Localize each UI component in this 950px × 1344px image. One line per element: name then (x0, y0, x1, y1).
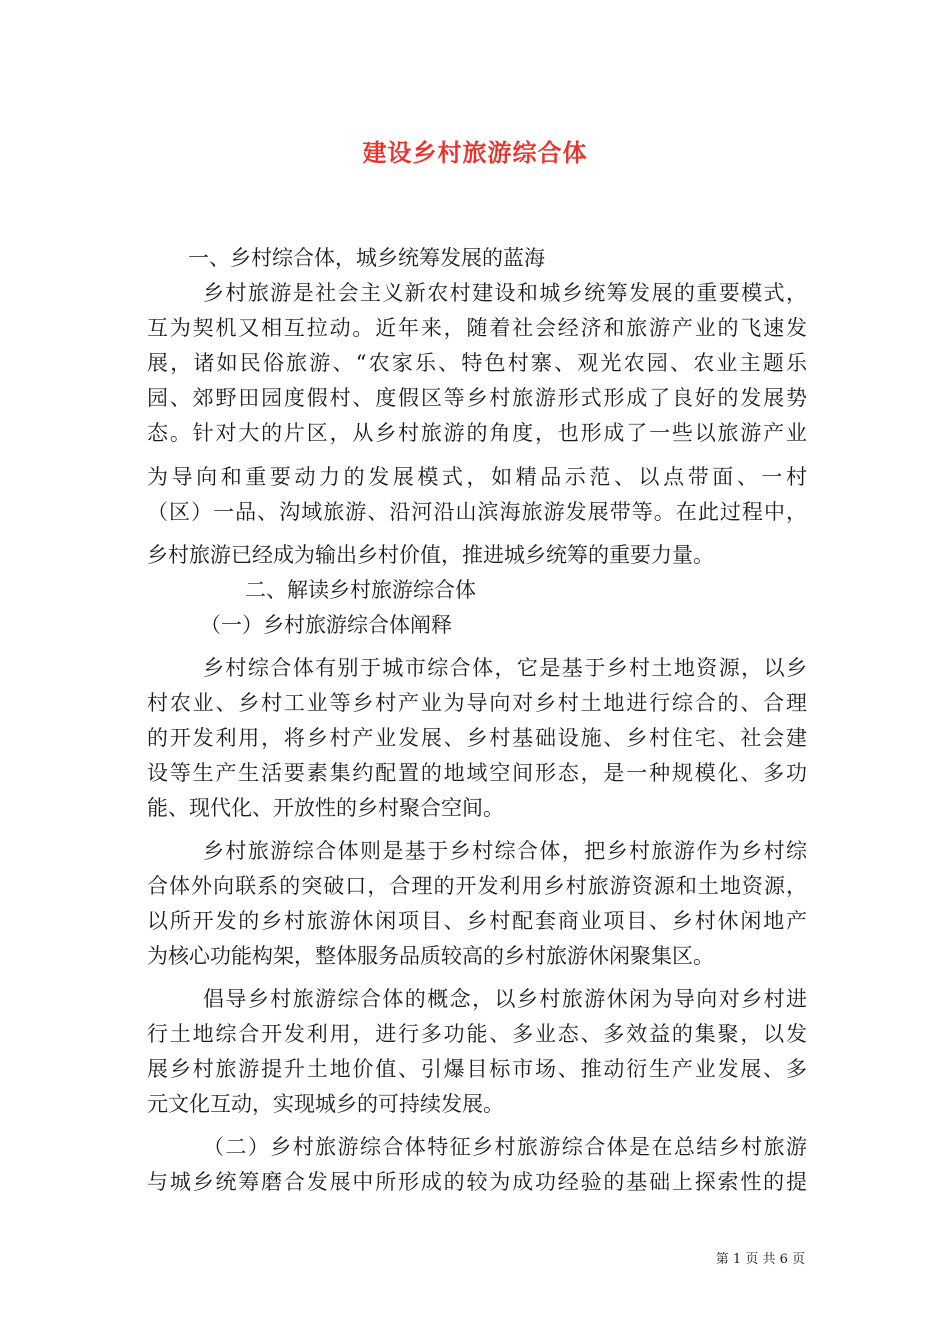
text-line: 一、乡村综合体，城乡统筹发展的蓝海 (188, 246, 545, 270)
text-line: 互为契机又相互拉动。近年来，随着社会经济和旅游产业的飞速发 (147, 316, 807, 340)
subsection-heading: （一）乡村旅游综合体阐释 (200, 613, 452, 637)
text-line: 与城乡统筹磨合发展中所形成的较为成功经验的基础上探索性的提 (147, 1170, 807, 1194)
text-line: 乡村综合体有别于城市综合体，它是基于乡村土地资源，以乡 (203, 656, 807, 680)
page-title: 建设乡村旅游综合体 (362, 138, 588, 167)
text-line: 倡导乡村旅游综合体的概念，以乡村旅游休闲为导向对乡村进 (203, 987, 807, 1011)
text-line: 设等生产生活要素集约配置的地域空间形态，是一种规模化、多功 (147, 761, 807, 785)
text-line: 态。针对大的片区，从乡村旅游的角度，也形成了一些以旅游产业 (147, 421, 807, 445)
text-line: 乡村旅游综合体则是基于乡村综合体，把乡村旅游作为乡村综 (203, 839, 807, 863)
text-line: （区）一品、沟域旅游、沿河沿山滨海旅游发展带等。在此过程中， (147, 500, 807, 524)
section-heading: 二、解读乡村旅游综合体 (245, 578, 476, 602)
text-line: 园、郊野田园度假村、度假区等乡村旅游形式形成了良好的发展势 (147, 386, 807, 410)
text-line: 行土地综合开发利用，进行多功能、多业态、多效益的集聚，以发 (147, 1022, 807, 1046)
text-line: 展乡村旅游提升土地价值、引爆目标市场、推动衍生产业发展、多 (147, 1057, 807, 1081)
text-line: 元文化互动，实现城乡的可持续发展。 (147, 1092, 504, 1116)
text-line: 合体外向联系的突破口，合理的开发利用乡村旅游资源和土地资源， (147, 874, 807, 898)
text-line: 的开发利用，将乡村产业发展、乡村基础设施、乡村住宅、社会建 (147, 726, 807, 750)
text-line: 乡村旅游已经成为输出乡村价值，推进城乡统筹的重要力量。 (147, 543, 714, 567)
text-line: （二）乡村旅游综合体特征乡村旅游综合体是在总结乡村旅游 (203, 1135, 807, 1159)
text-line: 以所开发的乡村旅游休闲项目、乡村配套商业项目、乡村休闲地产 (147, 909, 807, 933)
page-number: 第 1 页 共 6 页 (715, 1252, 805, 1267)
text-line: 乡村旅游是社会主义新农村建设和城乡统筹发展的重要模式， (203, 281, 807, 305)
text-line: 为导向和重要动力的发展模式，如精品示范、以点带面、一村 (147, 465, 807, 489)
text-line: 村农业、乡村工业等乡村产业为导向对乡村土地进行综合的、合理 (147, 691, 807, 715)
text-line: 展，诸如民俗旅游、“农家乐、特色村寨、观光农园、农业主题乐 (147, 351, 807, 375)
text-line: 为核心功能构架，整体服务品质较高的乡村旅游休闲聚集区。 (147, 944, 714, 968)
text-line: 能、现代化、开放性的乡村聚合空间。 (147, 796, 504, 820)
